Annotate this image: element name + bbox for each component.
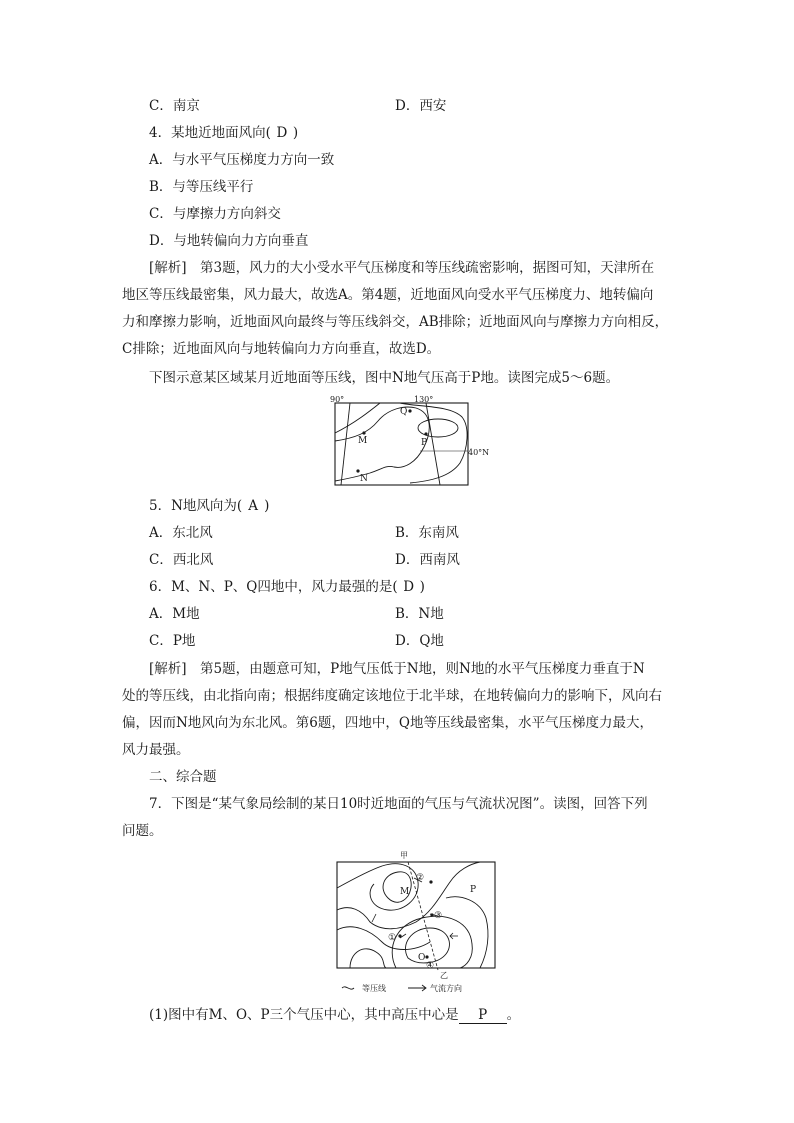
map2-label-p: P xyxy=(470,885,477,895)
analysis-1-line-4: C排除；近地面风向与地转偏向力方向垂直，故选D。 xyxy=(122,341,441,357)
isobar-map-1 xyxy=(300,393,500,488)
analysis-2-line-3: 偏，因而N地风向为东北风。第6题，四地中，Q地等压线最密集，水平气压梯度力最大， xyxy=(122,715,653,731)
map1-lon-90-label: 90° xyxy=(330,395,345,404)
map1-point-m xyxy=(362,431,365,434)
analysis-1-line-2: 地区等压线最密集，风力最大，故选A。第4题，近地面风向受水平气压梯度力、地转偏向 xyxy=(122,287,654,303)
map2-legend-arrow-symbol xyxy=(408,985,426,991)
q5-option-c: C．西北风 xyxy=(149,552,214,568)
map1-isobar xyxy=(335,403,380,433)
map1-point-p xyxy=(424,432,427,435)
pressure-airflow-map xyxy=(330,848,500,998)
q6-stem xyxy=(149,578,425,596)
q7-1-suffix: 。 xyxy=(506,1007,521,1023)
q3-option-d: D．西安 xyxy=(395,98,447,114)
map2-isobar xyxy=(337,927,430,950)
map1-point-q xyxy=(408,409,411,412)
map2-isobar xyxy=(350,949,386,968)
q5-option-a: A．东北风 xyxy=(149,525,213,541)
intro-5-6: 下图示意某区域某月近地面等压线，图中N地气压高于P地。读图完成5～6题。 xyxy=(149,370,620,386)
analysis-1-line-3: 力和摩擦力影响，近地面风向最终与等压线斜交，AB排除；近地面风向与摩擦力方向相反， xyxy=(122,314,669,330)
map2-airflow-arrow xyxy=(450,933,458,939)
map2-label-4: ④ xyxy=(426,961,435,971)
q7-1 xyxy=(149,1006,520,1024)
map1-label-q: Q xyxy=(400,407,408,417)
map2-airflow-arrow xyxy=(372,914,376,922)
map1-label-n: N xyxy=(360,474,368,484)
map2-isobar xyxy=(446,897,488,968)
q3-option-c: C．南京 xyxy=(149,98,200,114)
q4-option-a: A．与水平气压梯度力方向一致 xyxy=(149,152,335,168)
q6-option-b: B．N地 xyxy=(395,606,444,622)
q4-stem-suffix: ) xyxy=(292,125,299,141)
map2-point-4 xyxy=(425,955,428,958)
q4-stem xyxy=(149,124,298,142)
analysis-2-line-1: [解析] 第5题，由题意可知，P地气压低于N地，则N地的水平气压梯度力垂直于N xyxy=(149,661,645,677)
q5-option-d: D．西南风 xyxy=(395,552,460,568)
q4-stem-prefix: 4．某地近地面风向( xyxy=(149,125,271,141)
map1-isobar-closed xyxy=(418,419,458,437)
map1-meridian-90 xyxy=(341,403,350,485)
q5-option-b: B．东南风 xyxy=(395,525,459,541)
map1-isobar xyxy=(400,403,467,483)
q4-option-d: D．与地转偏向力方向垂直 xyxy=(149,233,309,249)
q6-answer: D xyxy=(403,579,415,595)
map1-meridian-130 xyxy=(426,403,440,485)
q4-option-c: C．与摩擦力方向斜交 xyxy=(149,206,281,222)
map1-point-n xyxy=(356,469,359,472)
map2-legend-isobar: 等压线 xyxy=(362,984,386,993)
map2-legend-flow: 气流方向 xyxy=(430,984,462,993)
section-2-heading: 二、综合题 xyxy=(149,769,217,785)
q7-1-prefix: (1)图中有M、O、P三个气压中心，其中高压中心是 xyxy=(149,1007,459,1023)
map2-label-2: ② xyxy=(416,873,425,883)
analysis-1-line-1: [解析] 第3题，风力的大小受水平气压梯度和等压线疏密影响，据图可知，天津所在 xyxy=(149,260,655,276)
q4-option-b: B．与等压线平行 xyxy=(149,179,254,195)
q7-line-1: 7．下图是“某气象局绘制的某日10时近地面的气压与气流状况图”。读图，回答下列 xyxy=(149,796,648,812)
analysis-2-line-2: 处的等压线，由北指向南；根据纬度确定该地位于北半球，在地转偏向力的影响下，风向右 xyxy=(122,688,662,704)
q6-option-d: D．Q地 xyxy=(395,633,444,649)
map2-label-yi: 乙 xyxy=(440,971,448,980)
map2-label-3: ③ xyxy=(434,911,443,921)
q7-1-answer-blank: P xyxy=(459,1007,507,1024)
q5-stem-prefix: 5．N地风向为( xyxy=(149,498,243,514)
map1-label-m: M xyxy=(358,436,368,446)
q5-stem xyxy=(149,497,269,515)
q6-stem-suffix: ) xyxy=(419,579,425,595)
map2-legend-isobar-symbol xyxy=(342,987,354,989)
map2-point-1 xyxy=(398,934,401,937)
map2-label-m: M xyxy=(400,887,410,897)
q6-stem-prefix: 6．M、N、P、Q四地中，风力最强的是( xyxy=(149,579,398,595)
map1-lat-label: 40°N xyxy=(468,448,490,457)
map2-point-2 xyxy=(429,880,432,883)
q6-option-a: A．M地 xyxy=(149,606,200,622)
map1-lon-130-label: 130° xyxy=(414,395,434,404)
map1-isobar xyxy=(335,407,429,481)
map2-label-o: O xyxy=(418,953,426,963)
map2-label-jia: 甲 xyxy=(400,851,408,860)
analysis-2-line-4: 风力最强。 xyxy=(122,742,190,758)
q4-answer: D xyxy=(276,125,288,141)
map2-label-1: ① xyxy=(388,933,397,943)
map1-label-p: P xyxy=(421,438,428,448)
q6-option-c: C．P地 xyxy=(149,633,196,649)
q5-stem-suffix: ) xyxy=(264,498,270,514)
q5-answer: A xyxy=(248,498,259,514)
q7-line-2: 问题。 xyxy=(122,823,163,839)
